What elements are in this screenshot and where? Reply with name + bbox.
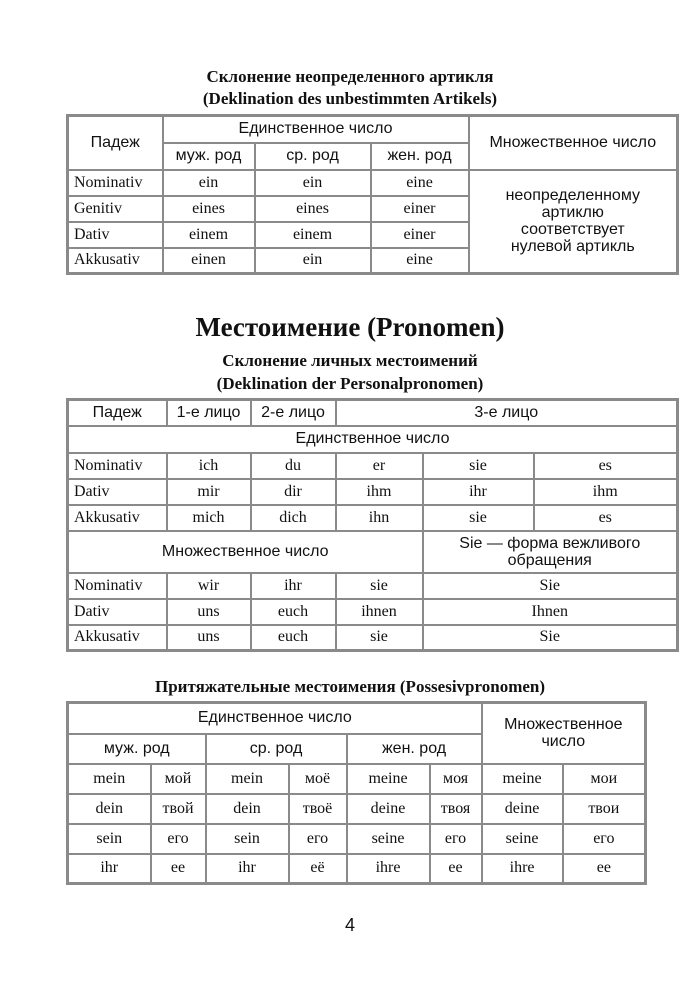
table-cell: dein	[68, 794, 151, 824]
table-cell: ее	[151, 854, 206, 884]
table-cell: ein	[163, 170, 255, 196]
table-cell: ihre	[482, 854, 563, 884]
table-cell: deine	[482, 794, 563, 824]
table-cell: uns	[167, 599, 251, 625]
table-cell: моя	[430, 764, 482, 794]
table-cell: ее	[563, 854, 646, 884]
polite-form-cell: Sie	[423, 573, 678, 599]
table-cell: ich	[167, 453, 251, 479]
case-header: Падеж	[68, 116, 163, 170]
polite-form-cell: Ihnen	[423, 599, 678, 625]
gender-neuter: ср. род	[206, 734, 347, 764]
table-cell: ihr	[251, 573, 336, 599]
section-heading: Местоимение (Pronomen)	[195, 312, 505, 342]
table-cell: dich	[251, 505, 336, 531]
singular-header: Единственное число	[163, 116, 469, 143]
article-table-subtitle: (Deklination des unbestimmten Artikels)	[202, 89, 498, 108]
table-cell: твой	[151, 794, 206, 824]
case-label: Dativ	[68, 479, 167, 505]
table-cell: ihr	[423, 479, 534, 505]
gender-masculine: муж. род	[68, 734, 206, 764]
gender-feminine: жен. род	[371, 143, 469, 170]
table-cell: euch	[251, 625, 336, 651]
possessive-pronouns-table	[66, 701, 647, 885]
table-cell: einem	[255, 222, 371, 248]
table-cell: mich	[167, 505, 251, 531]
table-cell: eine	[371, 248, 469, 274]
table-cell: deine	[347, 794, 430, 824]
table-cell: мои	[563, 764, 646, 794]
table-cell: mein	[68, 764, 151, 794]
table-cell: его	[563, 824, 646, 854]
singular-header: Единственное число	[68, 703, 482, 734]
case-label: Dativ	[68, 599, 167, 625]
table-cell: eine	[371, 170, 469, 196]
table-cell: einen	[163, 248, 255, 274]
personal-pronouns-table	[66, 398, 679, 652]
plural-note: неопределенному артиклю соответствует нулевой артикль	[469, 170, 678, 274]
table-cell: его	[151, 824, 206, 854]
table-cell: eines	[255, 196, 371, 222]
table-cell: du	[251, 453, 336, 479]
table-cell: einer	[371, 196, 469, 222]
singular-header: Единственное число	[68, 426, 678, 453]
gender-neuter: ср. род	[255, 143, 371, 170]
table-cell: sie	[336, 573, 423, 599]
table-cell: ihr	[68, 854, 151, 884]
polite-form-cell: Sie	[423, 625, 678, 651]
article-declension-table	[66, 114, 679, 275]
case-label: Genitiv	[68, 196, 163, 222]
table-cell: мой	[151, 764, 206, 794]
case-label: Akkusativ	[68, 625, 167, 651]
table-cell: seine	[482, 824, 563, 854]
case-label: Nominativ	[68, 453, 167, 479]
case-label: Akkusativ	[68, 248, 163, 274]
table-cell: es	[534, 505, 678, 531]
person3-header: 3-е лицо	[336, 400, 678, 426]
table-cell: einem	[163, 222, 255, 248]
personal-table-subtitle: (Deklination der Personalpronomen)	[216, 374, 484, 393]
possessive-table-title: Притяжательные местоимения (Possesivpronomen)	[154, 677, 546, 696]
case-label: Nominativ	[68, 573, 167, 599]
table-cell: ihn	[336, 505, 423, 531]
table-cell: его	[289, 824, 347, 854]
table-cell: eines	[163, 196, 255, 222]
plural-header: Множественное число	[482, 703, 646, 764]
table-cell: sie	[423, 505, 534, 531]
table-cell: dein	[206, 794, 289, 824]
table-cell: meine	[347, 764, 430, 794]
table-cell: ihnen	[336, 599, 423, 625]
table-cell: uns	[167, 625, 251, 651]
person2-header: 2-е лицо	[251, 400, 336, 426]
table-cell: sein	[206, 824, 289, 854]
table-cell: er	[336, 453, 423, 479]
table-cell: meine	[482, 764, 563, 794]
table-cell: einer	[371, 222, 469, 248]
table-cell: sein	[68, 824, 151, 854]
table-cell: ein	[255, 248, 371, 274]
table-cell: seine	[347, 824, 430, 854]
table-cell: ein	[255, 170, 371, 196]
person1-header: 1-е лицо	[167, 400, 251, 426]
table-cell: ее	[430, 854, 482, 884]
article-table-title: Склонение неопределенного артикля	[206, 67, 494, 86]
table-cell: ihr	[206, 854, 289, 884]
table-cell: euch	[251, 599, 336, 625]
gender-feminine: жен. род	[347, 734, 482, 764]
table-cell: es	[534, 453, 678, 479]
case-label: Nominativ	[68, 170, 163, 196]
polite-form-header: Sie — форма вежливого обращения	[423, 531, 678, 573]
table-cell: ihm	[534, 479, 678, 505]
case-header: Падеж	[68, 400, 167, 426]
plural-header: Множественное число	[68, 531, 423, 573]
table-cell: её	[289, 854, 347, 884]
plural-header: Множественное число	[469, 116, 678, 170]
table-cell: твоё	[289, 794, 347, 824]
table-cell: dir	[251, 479, 336, 505]
table-cell: ihm	[336, 479, 423, 505]
table-cell: моё	[289, 764, 347, 794]
table-cell: wir	[167, 573, 251, 599]
table-cell: sie	[336, 625, 423, 651]
table-cell: mein	[206, 764, 289, 794]
personal-table-title: Склонение личных местоимений	[222, 351, 478, 370]
case-label: Akkusativ	[68, 505, 167, 531]
table-cell: sie	[423, 453, 534, 479]
table-cell: ihre	[347, 854, 430, 884]
case-label: Dativ	[68, 222, 163, 248]
table-cell: твои	[563, 794, 646, 824]
table-cell: твоя	[430, 794, 482, 824]
gender-masculine: муж. род	[163, 143, 255, 170]
table-cell: его	[430, 824, 482, 854]
table-cell: mir	[167, 479, 251, 505]
page-number: 4	[344, 915, 355, 935]
